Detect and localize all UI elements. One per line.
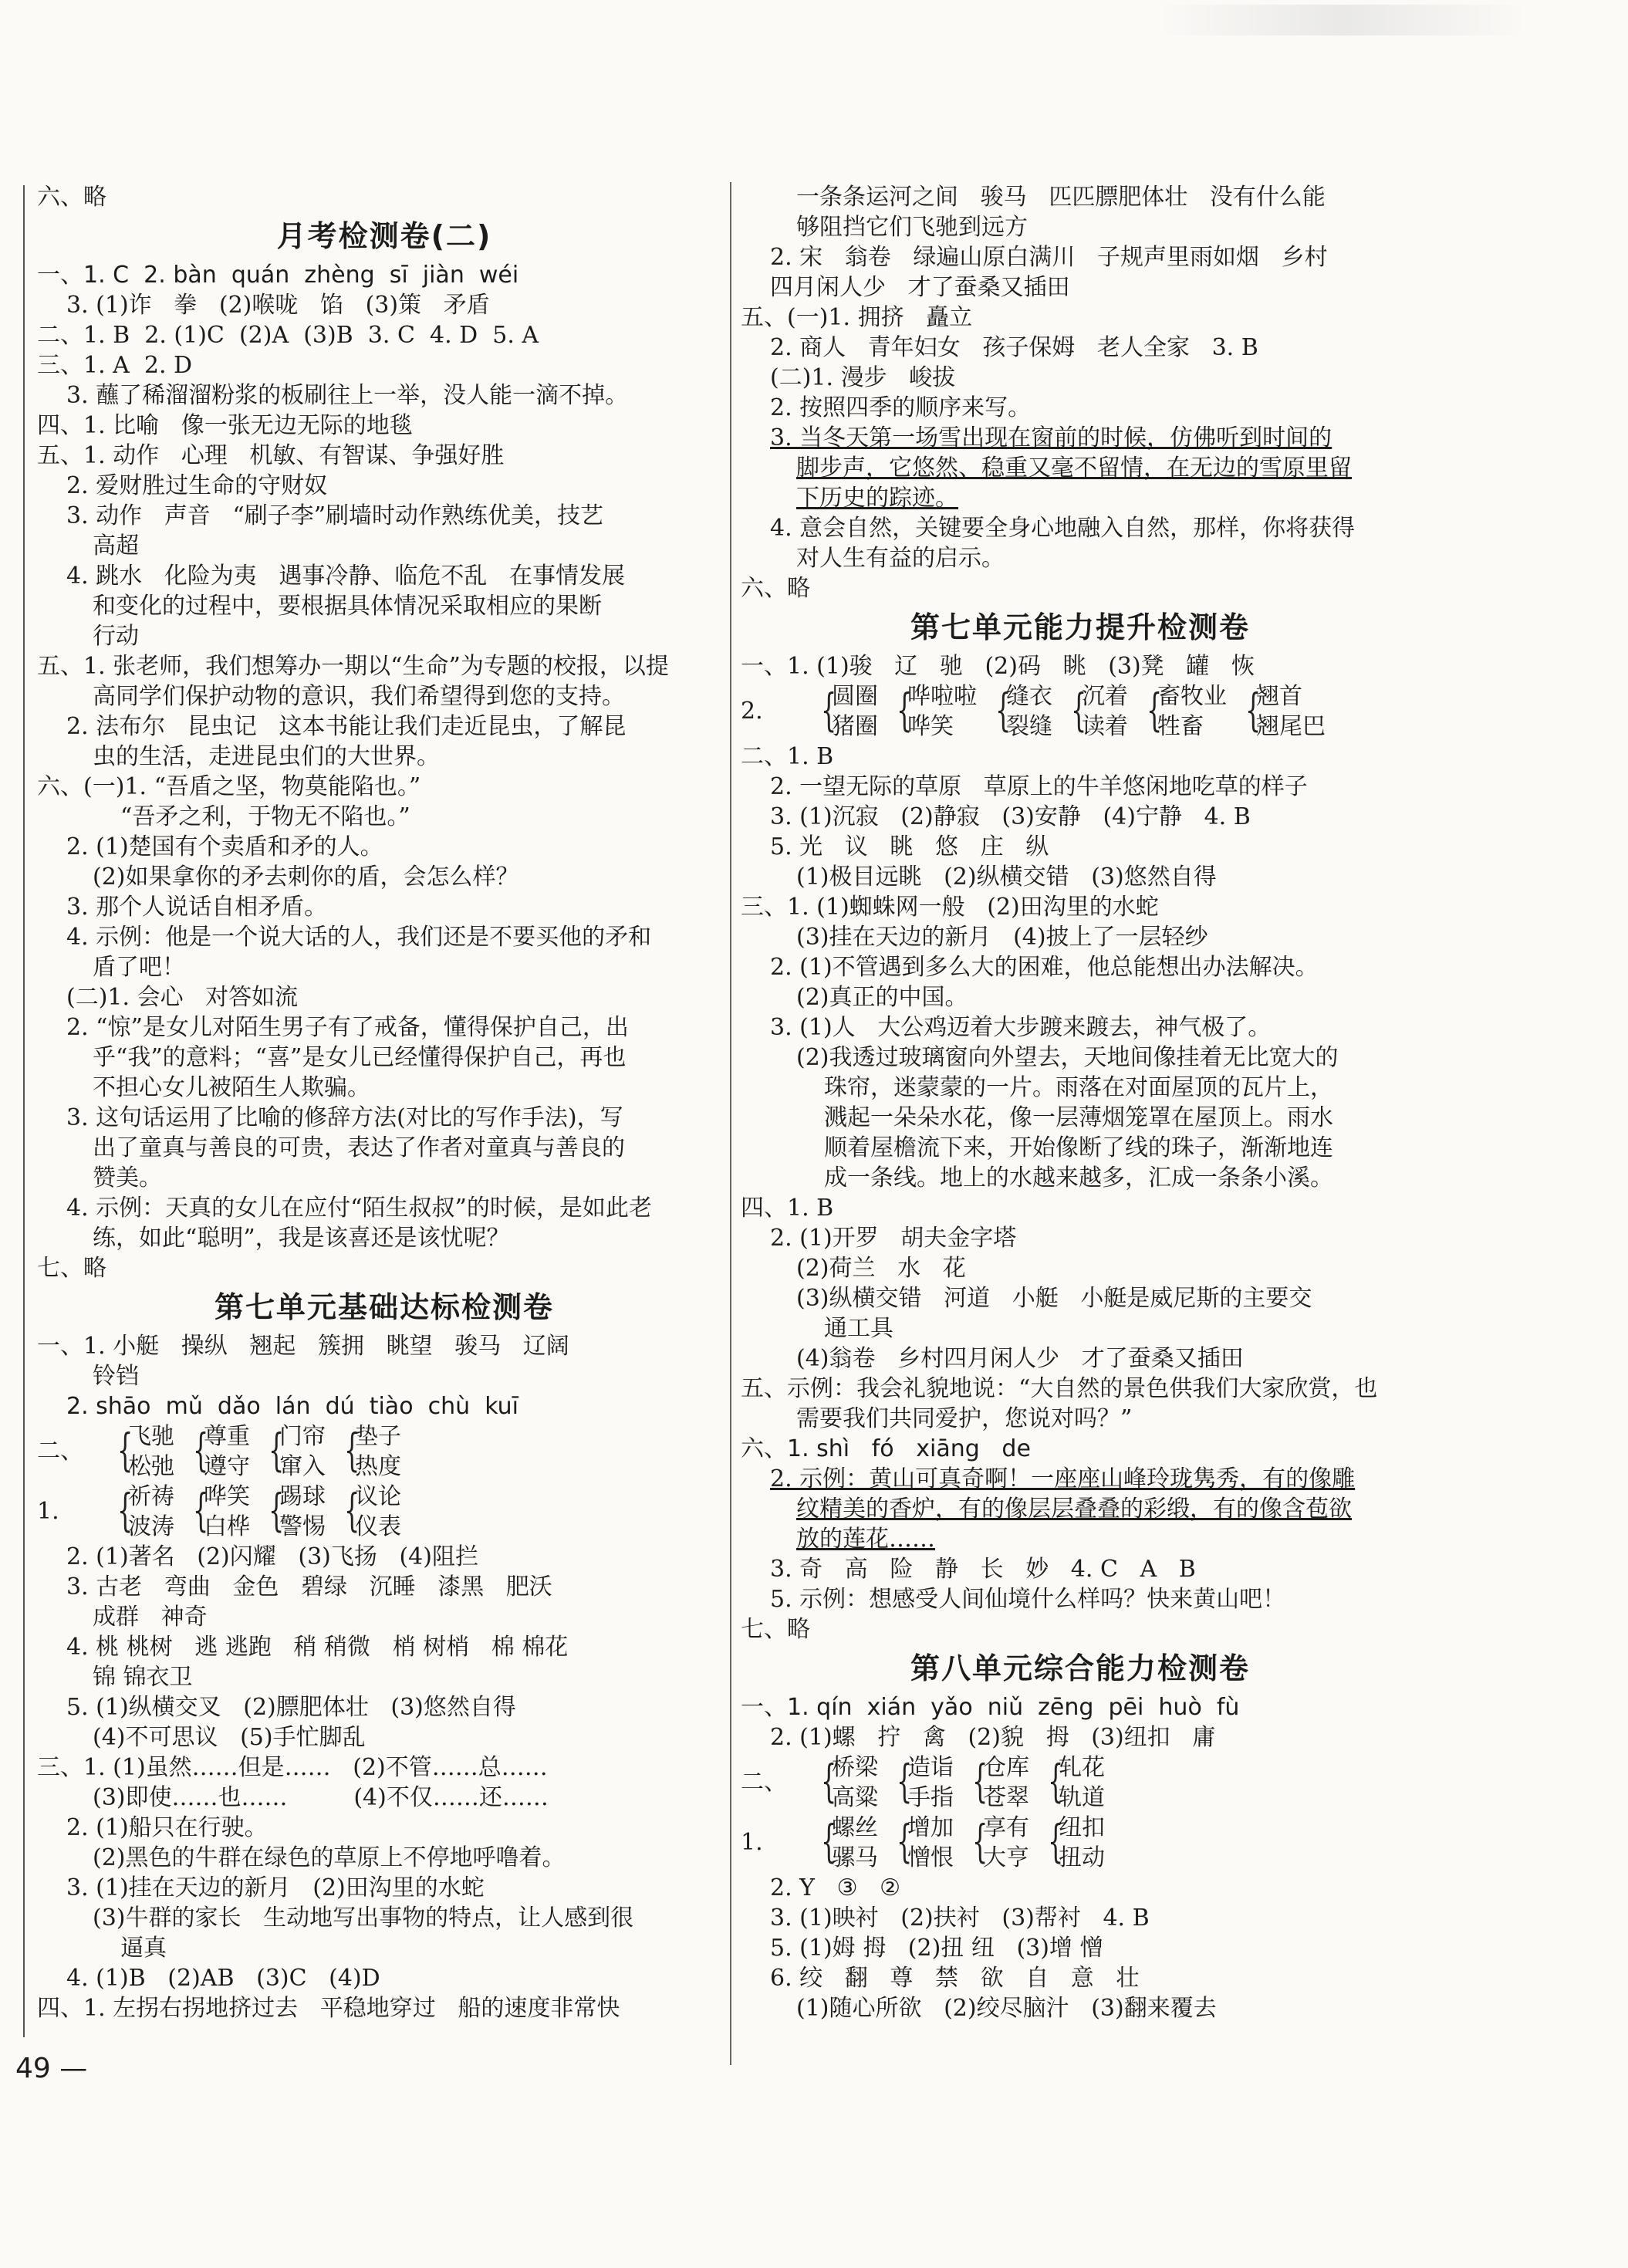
answer-line: (二)1. 漫步 峻拔	[770, 364, 956, 391]
answer-line: 2. Y ③ ②	[770, 1874, 900, 1901]
word-pair	[818, 681, 878, 742]
group-label	[37, 1482, 99, 1542]
answer-line: 2. (1)著名 (2)闪耀 (3)飞扬 (4)阻拦	[66, 1543, 478, 1570]
word-group	[37, 1482, 731, 1542]
answer-line: (2)荷兰 水 花	[796, 1255, 966, 1282]
answer-line: 3. 奇 高 险 静 长 妙 4. C A B	[770, 1556, 1196, 1583]
word-pair	[969, 1753, 1029, 1813]
pair-word: 裂缝	[1006, 713, 1052, 740]
answer-line: 和变化的过程中，要根据具体情况采取相应的果断	[93, 593, 602, 620]
answer-line: 三、1. (1)蜘蛛网一般 (2)田沟里的水蛇	[741, 894, 1159, 921]
answer-line: 2. 法布尔 昆虫记 这本书能让我们走近昆虫，了解昆	[66, 713, 627, 740]
pair-word: 翘尾巴	[1256, 713, 1326, 740]
word-pair	[114, 1482, 174, 1542]
word-pair	[818, 1753, 878, 1813]
pair-word: 扭动	[1059, 1844, 1105, 1871]
answer-line: (2)如果拿你的矛去刺你的盾，会怎么样？	[93, 864, 519, 891]
section-title: 月考检测卷(二)	[276, 219, 492, 253]
pair-word: 苍翠	[983, 1784, 1029, 1811]
answer-line: 通工具	[824, 1315, 893, 1342]
answer-line: 赞美。	[93, 1164, 162, 1191]
answer-line: 一、1. C 2. bàn quán zhèng sī jiàn wéi	[37, 262, 519, 289]
answer-line: 2. (1)螺 拧 禽 (2)貌 拇 (3)纽扣 庸	[770, 1724, 1216, 1751]
section-title: 第七单元能力提升检测卷	[910, 610, 1250, 644]
answer-line: 下历史的踪迹。	[796, 485, 958, 512]
pair-word: 警惕	[279, 1513, 326, 1540]
brace-icon: {	[193, 1424, 209, 1476]
word-pair	[190, 1482, 250, 1542]
pair-word: 骡马	[832, 1844, 878, 1871]
binding-margin	[0, 185, 26, 2037]
pair-word: 仪表	[355, 1513, 401, 1540]
answer-line: 高同学们保护动物的意识，我们希望得到您的支持。	[93, 683, 625, 710]
pair-word: 遵守	[204, 1453, 250, 1480]
pair-word: 哗啦啦	[907, 683, 977, 710]
answer-line: 3. (1)人 大公鸡迈着大步踱来踱去，神气极了。	[770, 1014, 1272, 1041]
answer-line: 六、略	[741, 575, 810, 602]
answer-line: 四、1. 左拐右拐地挤过去 平稳地穿过 船的速度非常快	[37, 1995, 620, 2022]
answer-line: 五、示例：我会礼貌地说：“大自然的景色供我们大家欣赏，也	[741, 1375, 1378, 1402]
word-pair	[1068, 681, 1128, 742]
answer-line: (4)翁卷 乡村四月闲人少 才了蚕桑又插田	[796, 1345, 1244, 1372]
pair-word: 垫子	[355, 1423, 401, 1450]
answer-line: 溅起一朵朵水花，像一层薄烟笼罩在屋顶上。雨水	[824, 1104, 1333, 1131]
brace-icon: {	[1048, 1815, 1064, 1867]
word-pair	[190, 1421, 250, 1482]
answer-line: 4. 桃 桃树 逃 逃跑 稍 稍微 梢 树梢 棉 棉花	[66, 1634, 569, 1661]
pair-word: 白桦	[204, 1513, 250, 1540]
answer-line: 2. 一望无际的草原 草原上的牛羊悠闲地吃草的样子	[770, 773, 1308, 800]
answer-line: 六、1. shì fó xiāng de	[741, 1435, 1031, 1462]
word-pair	[341, 1482, 401, 1542]
brace-icon: {	[193, 1484, 209, 1536]
pair-word: 波涛	[128, 1513, 174, 1540]
answer-line: 一条条运河之间 骏马 匹匹膘肥体壮 没有什么能	[796, 184, 1326, 211]
brace-icon: {	[897, 1815, 913, 1867]
word-pair	[1143, 681, 1227, 742]
page-number: 49 —	[15, 2053, 88, 2084]
answer-line: 锦 锦衣卫	[93, 1664, 193, 1691]
brace-icon: {	[821, 684, 837, 736]
word-pair	[265, 1482, 326, 1542]
pair-word: 享有	[983, 1814, 1029, 1841]
pair-word: 手指	[907, 1784, 954, 1811]
answer-line: (2)真正的中国。	[796, 984, 968, 1011]
answer-line: 3. (1)沉寂 (2)静寂 (3)安静 (4)宁静 4. B	[770, 803, 1251, 830]
answer-line: 二、1. B 2. (1)C (2)A (3)B 3. C 4. D 5. A	[37, 322, 539, 349]
answer-line: 2. shāo mǔ dǎo lán dú tiào chù kuī	[66, 1393, 519, 1420]
answer-line: 3. 这句话运用了比喻的修辞方法(对比的写作手法)，写	[66, 1104, 623, 1131]
answer-line: 二、1. B	[741, 743, 834, 770]
answer-line: (2)黑色的牛群在绿色的草原上不停地呼噜着。	[93, 1844, 566, 1871]
group-label: 2.	[741, 698, 763, 725]
answer-line: 需要我们共同爱护，您说对吗？”	[796, 1405, 1133, 1432]
answer-line: 3. 那个人说话自相矛盾。	[66, 894, 328, 921]
pair-word: 猪圈	[832, 713, 878, 740]
brace-icon: {	[821, 1815, 837, 1867]
group-label: 二、1.	[37, 1438, 83, 1525]
answer-line: (1)极目远眺 (2)纵横交错 (3)悠然自得	[796, 864, 1217, 891]
pair-word: 增加	[907, 1814, 954, 1841]
pair-word: 大亨	[983, 1844, 1029, 1871]
brace-icon: {	[344, 1424, 360, 1476]
brace-icon: {	[1147, 684, 1163, 736]
brace-icon: {	[972, 1755, 988, 1807]
answer-line: 2. 示例：黄山可真奇啊！一座座山峰玲珑隽秀，有的像雕	[770, 1465, 1356, 1492]
scan-noise	[1157, 5, 1528, 35]
answer-line: 2. (1)船只在行驶。	[66, 1814, 268, 1841]
pair-word: 沉着	[1082, 683, 1128, 710]
answer-line: 虫的生活，走进昆虫们的大世界。	[93, 743, 440, 770]
answer-line: (1)随心所欲 (2)绞尽脑汁 (3)翻来覆去	[796, 1995, 1217, 2022]
brace-icon: {	[1048, 1755, 1064, 1807]
answer-line: 六、(一)1. “吾盾之坚，物莫能陷也。”	[37, 773, 421, 800]
brace-icon: {	[1071, 684, 1087, 736]
pair-word: 窜入	[279, 1453, 326, 1480]
answer-line: 四月闲人少 才了蚕桑又插田	[770, 274, 1070, 301]
answer-line: 行动	[93, 623, 139, 650]
pair-word: 螺丝	[832, 1814, 878, 1841]
answer-line: 2. (1)开罗 胡夫金字塔	[770, 1225, 1017, 1252]
answer-line: 3. (1)挂在天边的新月 (2)田沟里的水蛇	[66, 1874, 485, 1901]
answer-line: 练，如此“聪明”，我是该喜还是该忧呢？	[93, 1225, 510, 1252]
word-pair	[893, 1813, 954, 1873]
answer-line: (2)我透过玻璃窗向外望去，天地间像挂着无比宽大的	[796, 1044, 1339, 1071]
brace-icon: {	[269, 1424, 285, 1476]
pair-word: 踢球	[279, 1483, 326, 1510]
answer-line: 珠帘，迷蒙蒙的一片。雨落在对面屋顶的瓦片上，	[824, 1074, 1333, 1101]
brace-icon: {	[972, 1815, 988, 1867]
pair-word: 圆圈	[832, 683, 878, 710]
pair-word: 议论	[355, 1483, 401, 1510]
answer-line: (3)即使……也…… (4)不仅……还……	[93, 1784, 549, 1811]
answer-line: 5. (1)纵横交叉 (2)膘肥体壮 (3)悠然自得	[66, 1694, 516, 1721]
answer-line: 乎“我”的意料；“喜”是女儿已经懂得保护自己，再也	[93, 1044, 627, 1071]
answer-line: 3. 动作 声音 “刷子李”刷墙时动作熟练优美，技艺	[66, 502, 604, 529]
answer-line: 三、1. (1)虽然……但是…… (2)不管……总……	[37, 1754, 548, 1781]
word-group	[741, 681, 1420, 742]
answer-line: 2. (1)不管遇到多么大的困难，他总能想出办法解决。	[770, 954, 1319, 981]
answer-line: 脚步声，它悠然、稳重又毫不留情，在无边的雪原里留	[796, 455, 1352, 482]
answer-line: 2. “惊”是女儿对陌生男子有了戒备，懂得保护自己，出	[66, 1014, 629, 1041]
answer-line: 放的莲花……	[796, 1526, 935, 1553]
pair-word: 仓库	[983, 1754, 1029, 1781]
brace-icon: {	[897, 1755, 913, 1807]
answer-line: 四、1. 比喻 像一张无边无际的地毯	[37, 412, 413, 439]
word-group	[741, 1813, 1420, 1873]
answer-line: 5. 示例：想感受人间仙境什么样吗？快来黄山吧！	[770, 1586, 1286, 1613]
word-pair	[341, 1421, 401, 1482]
answer-line: 纹精美的香炉，有的像层层叠叠的彩缎，有的像含苞欲	[796, 1496, 1352, 1523]
pair-word: 祈祷	[128, 1483, 174, 1510]
word-pair	[893, 1753, 954, 1813]
answer-line: 3. 古老 弯曲 金色 碧绿 沉睡 漆黑 肥沃	[66, 1573, 552, 1600]
word-pair	[969, 1813, 1029, 1873]
answer-line: 七、略	[37, 1255, 106, 1282]
brace-icon: {	[269, 1484, 285, 1536]
answer-line: 不担心女儿被陌生人欺骗。	[93, 1074, 370, 1101]
answer-line: 六、略	[37, 184, 106, 211]
pair-word: 门帘	[279, 1423, 326, 1450]
answer-line: (4)不可思议 (5)手忙脚乱	[93, 1724, 366, 1751]
answer-line: 3. (1)映衬 (2)扶衬 (3)帮衬 4. B	[770, 1905, 1150, 1932]
word-pair	[818, 1813, 878, 1873]
answer-line: 4. (1)B (2)AB (3)C (4)D	[66, 1965, 380, 1992]
pair-word: 热度	[355, 1453, 401, 1480]
answer-line: 成一条线。地上的水越来越多，汇成一条条小溪。	[824, 1164, 1333, 1191]
word-pair	[992, 681, 1052, 742]
answer-line: 一、1. 小艇 操纵 翘起 簇拥 眺望 骏马 辽阔	[37, 1333, 569, 1360]
brace-icon: {	[344, 1484, 360, 1536]
brace-icon: {	[821, 1755, 837, 1807]
brace-icon: {	[1245, 684, 1262, 736]
section-title: 第八单元综合能力检测卷	[910, 1651, 1250, 1685]
answer-line: 五、(一)1. 拥挤 矗立	[741, 304, 973, 331]
answer-line: 2. 爱财胜过生命的守财奴	[66, 472, 328, 499]
brace-icon: {	[117, 1484, 133, 1536]
word-pair	[1242, 681, 1326, 742]
answer-line: 6. 绞 翻 尊 禁 欲 自 意 壮	[770, 1965, 1140, 1992]
section-title: 第七单元基础达标检测卷	[214, 1290, 554, 1324]
answer-line: 4. 示例：天真的女儿在应付“陌生叔叔”的时候，是如此老	[66, 1195, 652, 1222]
answer-line: (3)挂在天边的新月 (4)披上了一层轻纱	[796, 924, 1208, 951]
pair-word: 牲畜	[1157, 713, 1204, 740]
answer-line: 一、1. (1)骏 辽 驰 (2)码 眺 (3)凳 罐 恢	[741, 653, 1255, 680]
pair-word: 轨道	[1059, 1784, 1105, 1811]
pair-word: 缝衣	[1006, 683, 1052, 710]
pair-word: 松弛	[128, 1453, 174, 1480]
answer-line: 七、略	[741, 1616, 810, 1643]
answer-line: (二)1. 会心 对答如流	[66, 984, 299, 1011]
answer-line: 3. 当冬天第一场雪出现在窗前的时候，仿佛听到时间的	[770, 424, 1332, 451]
brace-icon: {	[117, 1424, 133, 1476]
brace-icon: {	[995, 684, 1012, 736]
pair-word: 桥梁	[832, 1754, 878, 1781]
answer-line: 顺着屋檐流下来，开始像断了线的珠子，渐渐地连	[824, 1134, 1333, 1161]
answer-line: 成群 神奇	[93, 1604, 208, 1631]
answer-line: 4. 跳水 化险为夷 遇事冷静、临危不乱 在事情发展	[66, 563, 625, 590]
column-divider	[730, 182, 731, 2065]
answer-line: 4. 示例：他是一个说大话的人，我们还是不要买他的矛和	[66, 924, 652, 951]
answer-line: 盾了吧！	[93, 954, 185, 981]
answer-line: (3)纵横交错 河道 小艇 小艇是威尼斯的主要交	[796, 1285, 1312, 1312]
answer-line: 2. 按照四季的顺序来写。	[770, 394, 1032, 421]
right-column	[741, 182, 1420, 2023]
answer-line: 5. (1)姆 拇 (2)扭 纽 (3)增 憎	[770, 1935, 1103, 1962]
pair-word: 读着	[1082, 713, 1128, 740]
answer-line: 4. 意会自然，关键要全身心地融入自然，那样，你将获得	[770, 515, 1356, 542]
answer-line: 四、1. B	[741, 1195, 834, 1222]
answer-line: 2. 商人 青年妇女 孩子保姆 老人全家 3. B	[770, 334, 1258, 361]
group-label	[741, 1813, 802, 1873]
answer-line: 2. (1)楚国有个卖盾和矛的人。	[66, 833, 383, 860]
answer-line: 铃铛	[93, 1363, 139, 1390]
pair-word: 高粱	[832, 1784, 878, 1811]
word-pair	[893, 681, 977, 742]
pair-word: 哗笑	[907, 713, 954, 740]
pair-word: 尊重	[204, 1423, 250, 1450]
pair-word: 畜牧业	[1157, 683, 1227, 710]
pair-word: 憎恨	[907, 1844, 954, 1871]
pair-word: 轧花	[1059, 1754, 1105, 1781]
brace-icon: {	[897, 684, 913, 736]
answer-line: 一、1. qín xián yǎo niǔ zēng pēi huò fù	[741, 1694, 1240, 1721]
pair-word: 造诣	[907, 1754, 954, 1781]
answer-line: 出了童真与善良的可贵，表达了作者对童真与善良的	[93, 1134, 625, 1161]
word-pair	[265, 1421, 326, 1482]
answer-line: (3)牛群的家长 生动地写出事物的特点，让人感到很	[93, 1905, 634, 1932]
answer-line: 逼真	[120, 1935, 167, 1962]
word-pair	[1045, 1813, 1105, 1873]
answer-line: 3. 蘸了稀溜溜粉浆的板刷往上一举，没人能一滴不掉。	[66, 382, 629, 409]
word-pair	[1045, 1753, 1105, 1813]
answer-line: 3. (1)诈 拳 (2)喉咙 馅 (3)策 矛盾	[66, 292, 490, 319]
answer-line: 五、1. 张老师，我们想筹办一期以“生命”为专题的校报，以提	[37, 653, 669, 680]
answer-line: 对人生有益的启示。	[796, 545, 1005, 572]
group-label: 二、1.	[741, 1769, 787, 1856]
answer-line: “吾矛之利，于物无不陷也。”	[120, 803, 410, 830]
answer-line: 5. 光 议 眺 悠 庄 纵	[770, 833, 1049, 860]
left-column	[37, 182, 731, 2023]
pair-word: 哗笑	[204, 1483, 250, 1510]
answer-line: 够阻挡它们飞驰到远方	[796, 214, 1028, 241]
word-pair	[114, 1421, 174, 1482]
pair-word: 纽扣	[1059, 1814, 1105, 1841]
answer-line: 五、1. 动作 心理 机敏、有智谋、争强好胜	[37, 442, 505, 469]
answer-line: 2. 宋 翁卷 绿遍山原白满川 子规声里雨如烟 乡村	[770, 244, 1328, 271]
pair-word: 翘首	[1256, 683, 1302, 710]
answer-line: 三、1. A 2. D	[37, 352, 193, 379]
answer-line: 高超	[93, 532, 139, 559]
pair-word: 飞驰	[128, 1423, 174, 1450]
